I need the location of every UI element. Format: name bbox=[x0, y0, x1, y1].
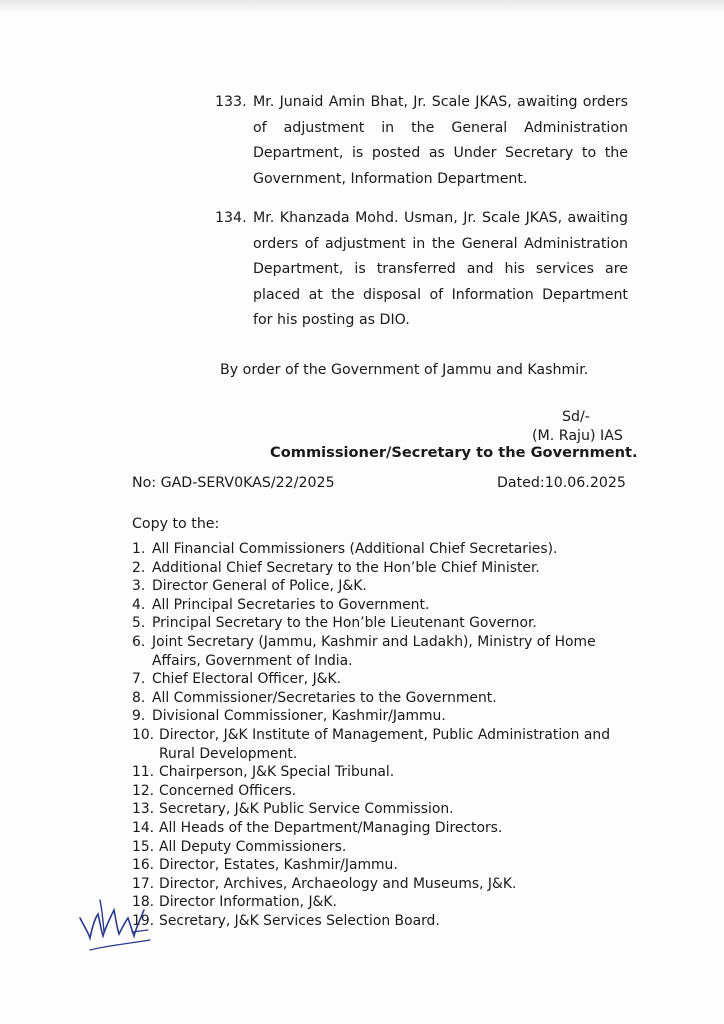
scan-shadow bbox=[0, 0, 724, 14]
signature-sd: Sd/- bbox=[562, 409, 590, 425]
list-item: 3. Director General of Police, J&K. bbox=[132, 578, 367, 595]
order-paragraph-134 bbox=[215, 206, 630, 334]
list-item: 15. All Deputy Commissioners. bbox=[132, 838, 347, 855]
handwritten-initials bbox=[70, 880, 160, 960]
order-number: No: GAD-SERV0KAS/22/2025 bbox=[132, 475, 335, 491]
list-item: 1. All Financial Commissioners (Additional Chief Secretaries). bbox=[132, 541, 558, 557]
paragraph-text: Mr. Khanzada Mohd. Usman, Jr. Scale JKAS, awaiting orders of adjustment in the General Administration Department, is transferred and his services are placed at the disposal of Information Department for his posting as DIO. bbox=[253, 210, 628, 328]
order-date: Dated:10.06.2025 bbox=[497, 475, 626, 491]
list-item: 18. Director Information, J&K. bbox=[132, 894, 337, 911]
paragraph-text: Mr. Junaid Amin Bhat, Jr. Scale JKAS, awaiting orders of adjustment in the General Administration Department, is posted as Under Secretary to the Government, Information Department. bbox=[253, 94, 628, 187]
list-item: 11. Chairperson, J&K Special Tribunal. bbox=[132, 764, 395, 781]
order-paragraph-133 bbox=[215, 90, 630, 192]
list-item: 2. Additional Chief Secretary to the Hon’ble Chief Minister. bbox=[132, 559, 540, 576]
list-item: 5. Principal Secretary to the Hon’ble Lieutenant Governor. bbox=[132, 615, 537, 632]
list-item: 7. Chief Electoral Officer, J&K. bbox=[132, 671, 342, 688]
list-item: 17. Director, Archives, Archaeology and Museums, J&K. bbox=[132, 875, 517, 892]
paragraph-number: 133. bbox=[215, 94, 247, 110]
list-item: 13. Secretary, J&K Public Service Commission. bbox=[132, 801, 454, 818]
list-item: 19. Secretary, J&K Services Selection Board. bbox=[132, 912, 440, 929]
by-order-line: By order of the Government of Jammu and Kashmir. bbox=[220, 362, 589, 378]
list-item: 16. Director, Estates, Kashmir/Jammu. bbox=[132, 857, 398, 874]
list-item: 9. Divisional Commissioner, Kashmir/Jammu. bbox=[132, 708, 446, 725]
list-item: 8. All Commissioner/Secretaries to the Government. bbox=[132, 689, 497, 706]
list-item: 4. All Principal Secretaries to Government. bbox=[132, 596, 430, 613]
copy-to-label: Copy to the: bbox=[132, 516, 220, 532]
list-item: 6. Joint Secretary (Jammu, Kashmir and Ladakh), Ministry of Home Affairs, Government of India. bbox=[132, 633, 596, 669]
signatory-designation: Commissioner/Secretary to the Government. bbox=[270, 444, 638, 461]
list-item: 12. Concerned Officers. bbox=[132, 782, 297, 799]
list-item: 14. All Heads of the Department/Managing Directors. bbox=[132, 819, 503, 836]
paragraph-number: 134. bbox=[215, 210, 247, 226]
list-item: 10. Director, J&K Institute of Management, Public Administration and Rural Development. bbox=[132, 726, 611, 762]
signatory-name: (M. Raju) IAS bbox=[532, 428, 623, 444]
copy-to-list bbox=[132, 540, 632, 930]
